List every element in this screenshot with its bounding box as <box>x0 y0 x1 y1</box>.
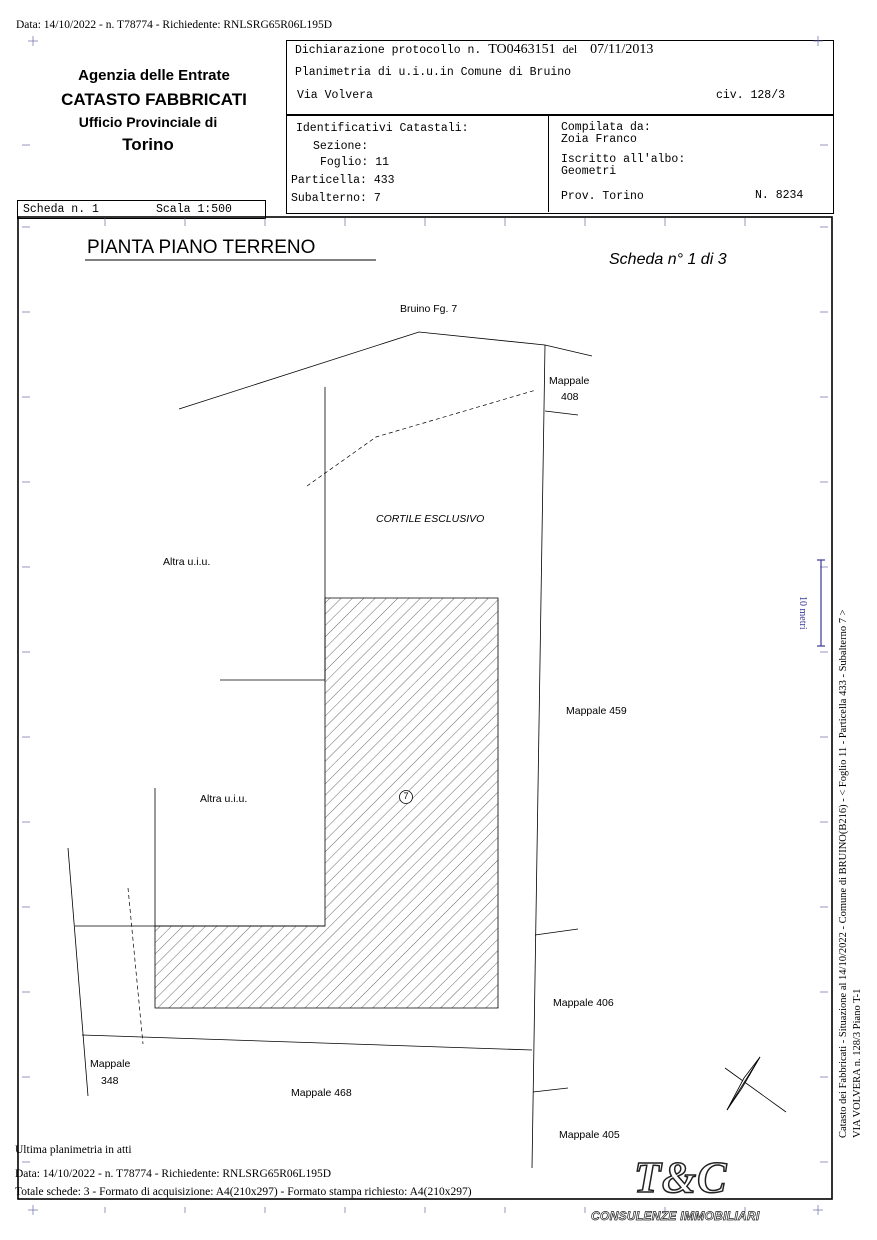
scale-bar <box>817 560 825 646</box>
agency-name: Agenzia delle Entrate <box>78 67 230 84</box>
label-mappale-406: Mappale 406 <box>553 997 614 1009</box>
sezione: Sezione: <box>313 140 369 153</box>
albo-category: Geometri <box>561 165 617 178</box>
label-mappale-348: Mappale <box>90 1058 131 1070</box>
plan-title: PIANTA PIANO TERRENO <box>87 237 316 258</box>
declaration-del: del <box>562 42 578 56</box>
agency-office: Ufficio Provinciale di <box>78 114 218 130</box>
civic-number: civ. 128/3 <box>716 89 786 102</box>
identifiers-title: Identificativi Catastali: <box>296 122 469 135</box>
planimetria-line: Planimetria di u.i.u.in Comune di Bruino <box>295 66 572 79</box>
label-mappale-348-number: 348 <box>101 1075 119 1087</box>
foglio: Foglio: 11 <box>320 156 390 169</box>
albo-title: Iscritto all'albo: <box>561 153 686 166</box>
label-cortile: CORTILE ESCLUSIVO <box>376 513 485 525</box>
compiler-province: Prov. Torino <box>561 190 644 203</box>
label-altra-uiu-2: Altra u.i.u. <box>200 793 248 805</box>
label-bruino: Bruino Fg. 7 <box>400 303 458 315</box>
compiler-name: Zoia Franco <box>561 133 637 146</box>
label-mappale-459: Mappale 459 <box>566 705 627 717</box>
street-name: Via Volvera <box>297 89 373 102</box>
unit-number: 7 <box>403 791 409 801</box>
label-altra-uiu-1: Altra u.i.u. <box>163 556 211 568</box>
particella: Particella: 433 <box>291 174 395 187</box>
label-mappale-408-number: 408 <box>561 391 579 403</box>
declaration-prefix: Dichiarazione protocollo n. <box>295 44 482 57</box>
agency-catasto: CATASTO FABBRICATI <box>61 90 247 109</box>
sheet-count: Scheda n° 1 di 3 <box>609 251 727 268</box>
footer-format-line: Totale schede: 3 - Formato di acquisizione: A4(210x297) - Formato stampa richiesto: A4(210x297) <box>15 1186 472 1198</box>
compiler-registration: N. 8234 <box>755 189 804 202</box>
scheda-number: Scheda n. 1 <box>23 203 99 216</box>
logo-mark: T&C <box>634 1153 728 1202</box>
last-plan-note: Ultima planimetria in atti <box>15 1144 132 1156</box>
subalterno: Subalterno: 7 <box>291 192 381 205</box>
scheda-scale: Scala 1:500 <box>156 203 232 216</box>
scale-marker-text: 10 metri <box>797 596 808 630</box>
declaration-date: 07/11/2013 <box>590 42 654 57</box>
label-mappale-468: Mappale 468 <box>291 1087 352 1099</box>
protocol-number: TO0463151 <box>488 42 556 57</box>
label-mappale-408: Mappale <box>549 375 590 387</box>
header-request-line: Data: 14/10/2022 - n. T78774 - Richiedente: RNLSRG65R06L195D <box>16 19 333 31</box>
north-arrow-icon <box>725 1057 786 1112</box>
compiler-title: Compilata da: <box>561 121 651 134</box>
side-address-text: VIA VOLVERA n. 128/3 Piano T-1 <box>852 988 863 1138</box>
footer-request-line: Data: 14/10/2022 - n. T78774 - Richiedente: RNLSRG65R06L195D <box>15 1168 332 1180</box>
logo-tagline: CONSULENZE IMMOBILIARI <box>591 1209 760 1223</box>
agency-city: Torino <box>122 135 174 154</box>
label-mappale-405: Mappale 405 <box>559 1129 620 1141</box>
side-situation-text: Catasto dei Fabbricati - Situazione al 14/10/2022 - Comune di BRUINO(B216) - < Foglio 11 - Particella 433 - Subalterno 7 > <box>838 609 849 1138</box>
